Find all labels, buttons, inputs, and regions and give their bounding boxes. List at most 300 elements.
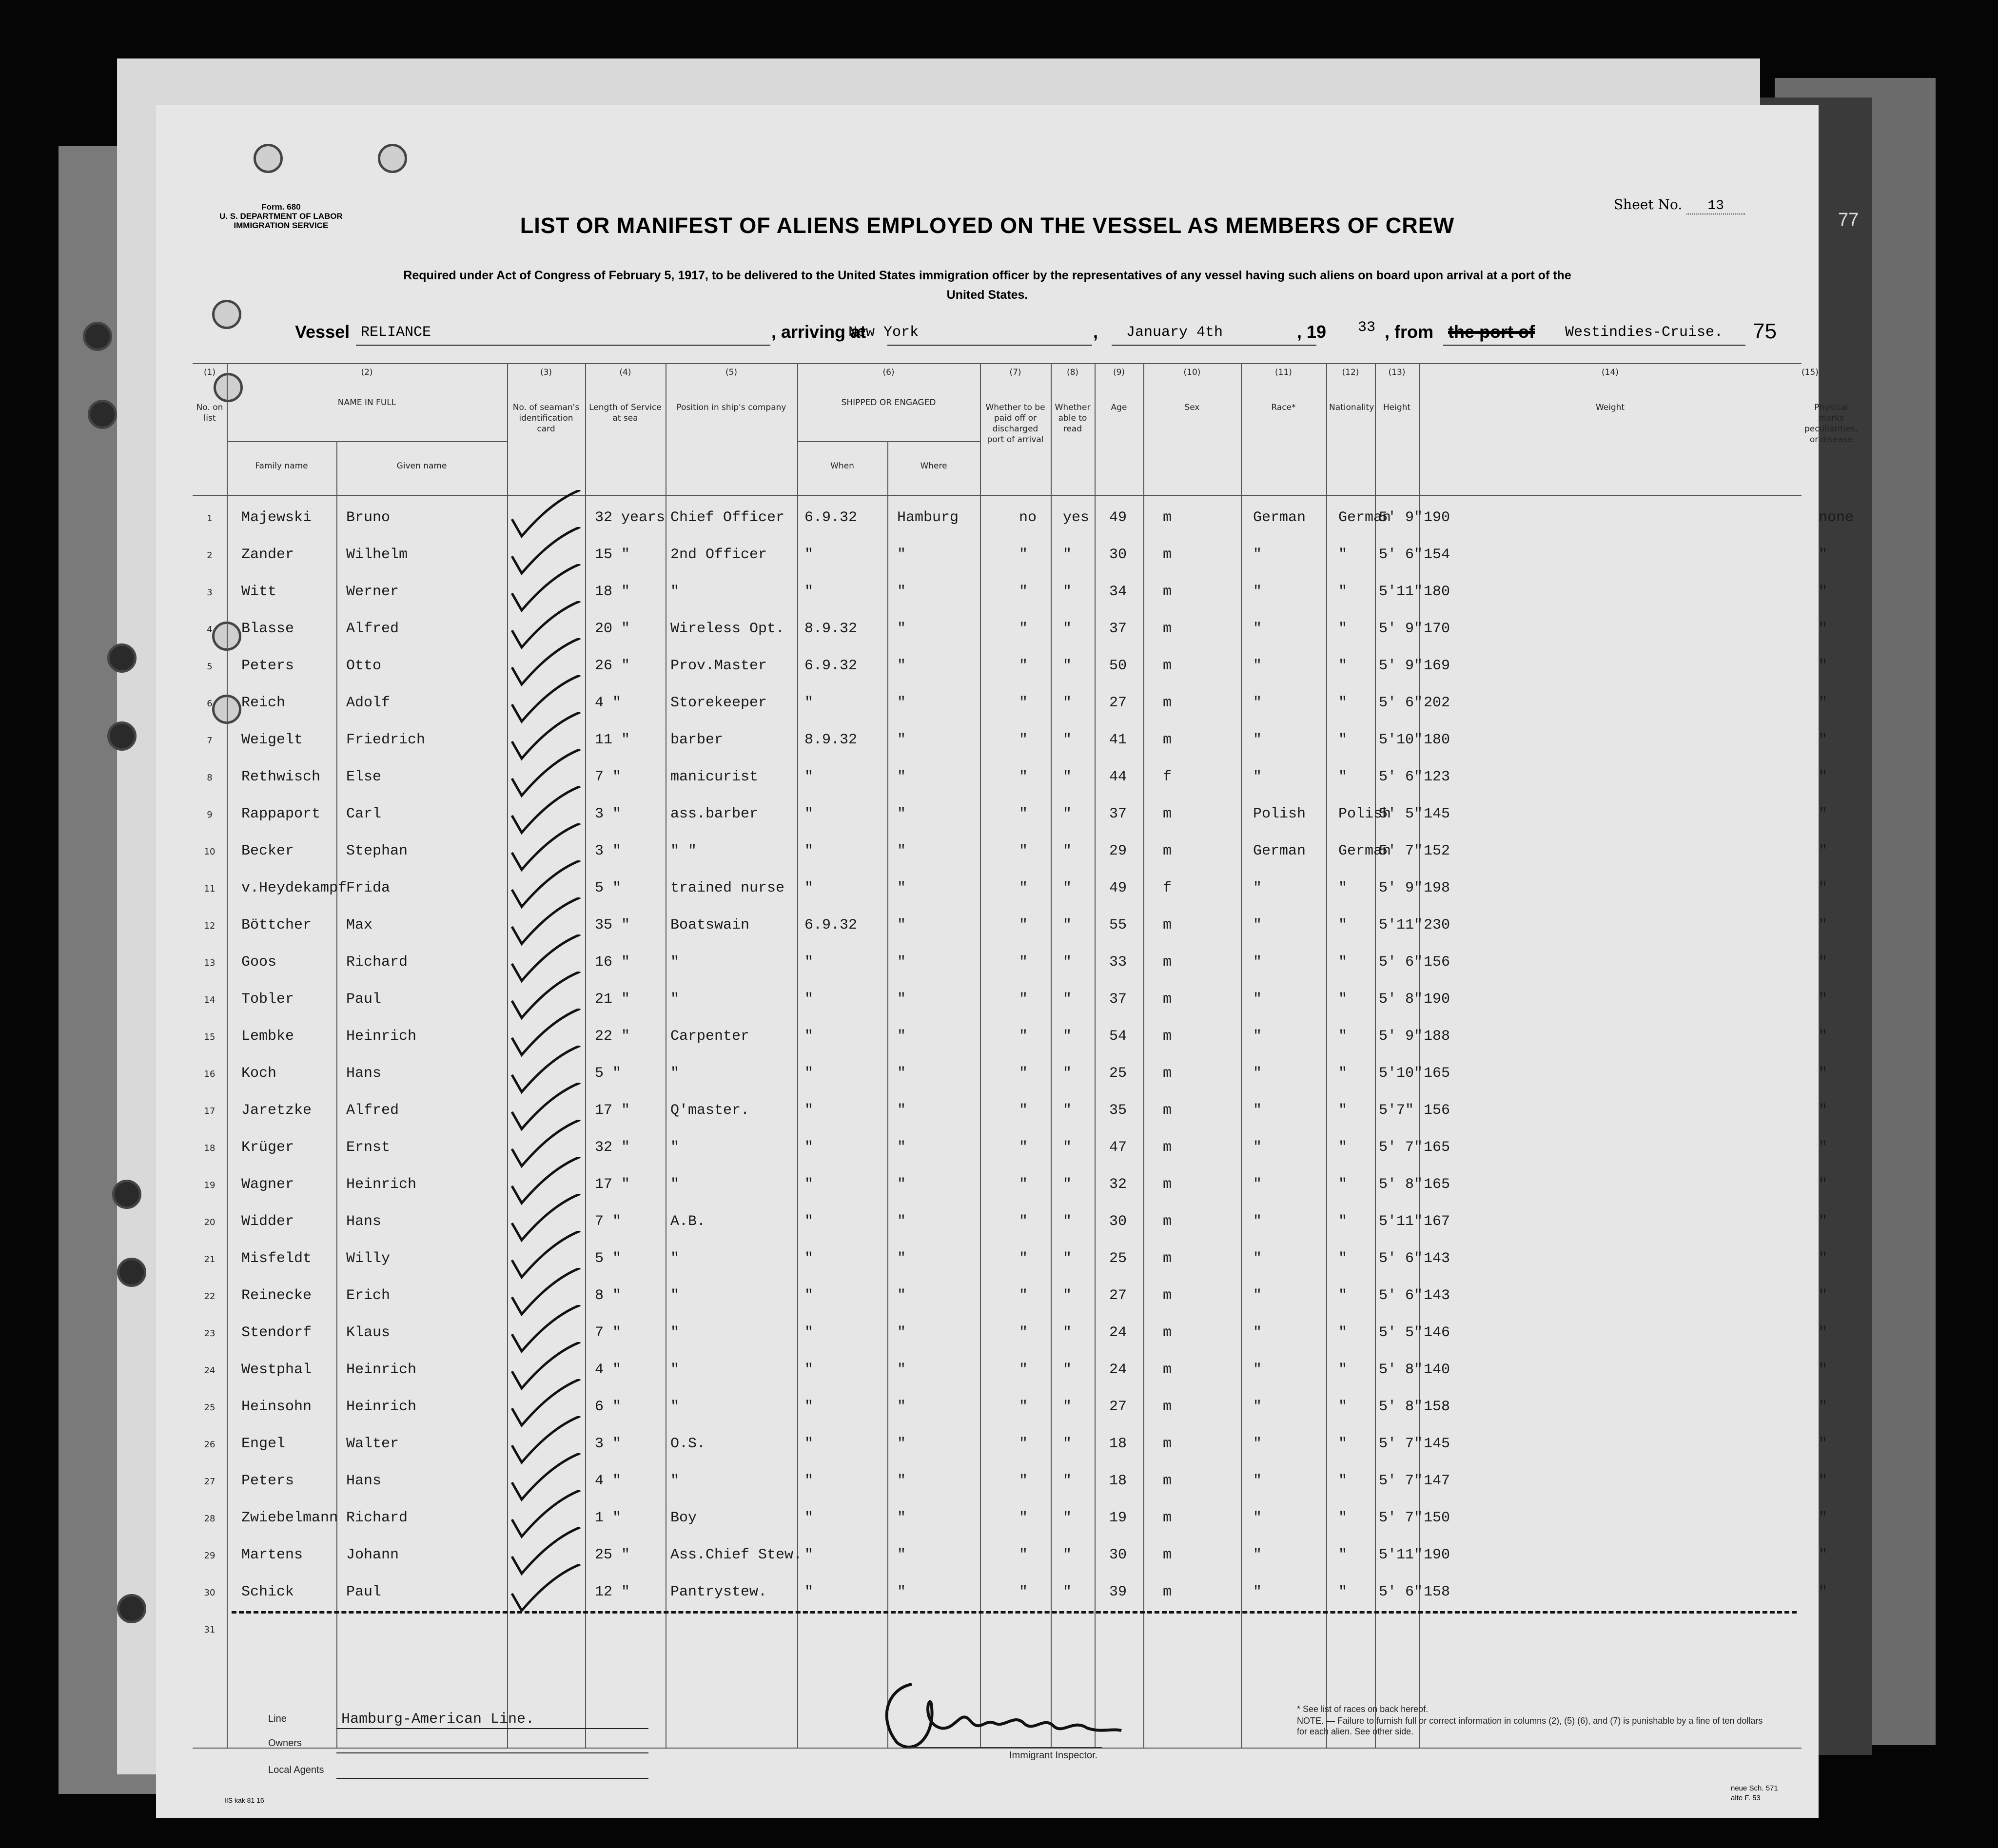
cell-sex: m (1163, 1399, 1172, 1415)
cell-race: " (1253, 1436, 1262, 1452)
sheet-number-value: 13 (1686, 198, 1745, 214)
cell-service: 5 " (595, 1065, 622, 1082)
cell-weight: 145 (1424, 1436, 1450, 1452)
cell-when: " (804, 806, 814, 822)
cell-given: Erich (346, 1287, 391, 1304)
cell-position: Boatswain (670, 917, 750, 934)
cell-nat: " (1338, 1028, 1348, 1045)
binder-hole (117, 1594, 146, 1623)
cell-service: 22 " (595, 1028, 630, 1045)
cell-sex: m (1163, 917, 1172, 934)
column-rule (1241, 363, 1242, 1748)
cell-when: " (804, 843, 814, 859)
row-number: 24 (204, 1365, 215, 1376)
row-number: 25 (204, 1402, 215, 1413)
cell-marks: " (1819, 1250, 1828, 1267)
cell-when: " (804, 1510, 814, 1526)
row-number: 6 (207, 699, 213, 709)
cell-where: " (897, 658, 906, 674)
col-race-header-number: (11) (1275, 368, 1292, 377)
cell-when: " (804, 1473, 814, 1489)
row-number: 9 (207, 810, 213, 820)
cell-nat: " (1338, 1324, 1348, 1341)
cell-family: Zwiebelmann (241, 1510, 338, 1526)
cell-where: " (897, 1399, 906, 1415)
cell-paid: " (1019, 1213, 1028, 1230)
cell-height: 5' 9" (1379, 621, 1423, 637)
cell-family: Rethwisch (241, 769, 321, 785)
cell-service: 7 " (595, 1213, 622, 1230)
cell-service: 11 " (595, 732, 630, 748)
cell-height: 5'11" (1379, 584, 1423, 600)
cell-read: " (1063, 1473, 1072, 1489)
cell-family: Wagner (241, 1176, 294, 1193)
cell-given: Max (346, 917, 373, 934)
agents-label: Local Agents (268, 1765, 324, 1775)
cell-where: " (897, 1065, 906, 1082)
cell-nat: German (1338, 509, 1391, 526)
cell-marks: " (1819, 806, 1828, 822)
row-number: 4 (207, 624, 213, 635)
races-note: * See list of races on back hereof. (1297, 1704, 1429, 1714)
cell-service: 7 " (595, 1324, 622, 1341)
cell-weight: 190 (1424, 509, 1450, 526)
cell-weight: 152 (1424, 843, 1450, 859)
cell-sex: m (1163, 695, 1172, 711)
cell-marks: " (1819, 1324, 1828, 1341)
cell-when: " (804, 1324, 814, 1341)
cell-race: " (1253, 732, 1262, 748)
cell-age: 35 (1109, 1102, 1127, 1119)
col-read-header-label: Whether able to read (1055, 403, 1091, 434)
cell-paid: " (1019, 732, 1028, 748)
cell-marks: " (1819, 1362, 1828, 1378)
inspector-signature (858, 1674, 1131, 1762)
cell-read: " (1063, 1139, 1072, 1156)
cell-family: Tobler (241, 991, 294, 1008)
cell-height: 5'10" (1379, 732, 1423, 748)
cell-age: 39 (1109, 1584, 1127, 1600)
cell-race: German (1253, 509, 1306, 526)
cell-service: 4 " (595, 1473, 622, 1489)
cell-service: 15 " (595, 546, 630, 563)
cell-given: Stephan (346, 843, 408, 859)
column-rule (1326, 363, 1327, 1748)
cell-read: " (1063, 658, 1072, 674)
cell-sex: m (1163, 1028, 1172, 1045)
cell-paid: " (1019, 806, 1028, 822)
cell-sex: m (1163, 1362, 1172, 1378)
cell-given: Hans (346, 1065, 382, 1082)
cell-height: 5' 5" (1379, 806, 1423, 822)
cell-age: 27 (1109, 1287, 1127, 1304)
cell-weight: 156 (1424, 1102, 1450, 1119)
cell-read: " (1063, 1399, 1072, 1415)
cell-nat: Polish (1338, 806, 1391, 822)
column-rule (1375, 363, 1376, 1748)
cell-marks: " (1819, 1028, 1828, 1045)
cell-position: Wireless Opt. (670, 621, 785, 637)
penalty-note: NOTE. — Failure to furnish full or correct information in columns (2), (5) (6), and (7) is punishable by a fine of ten dollars for each alien. See other side. (1297, 1716, 1763, 1736)
col-race-header-label: Race* (1271, 403, 1296, 412)
name-subheader-rule (227, 441, 507, 442)
end-of-list-dash-line (232, 1611, 1797, 1614)
cell-when: " (804, 769, 814, 785)
cell-where: " (897, 917, 906, 934)
cell-family: Koch (241, 1065, 277, 1082)
cell-when: " (804, 546, 814, 563)
cell-age: 27 (1109, 695, 1127, 711)
col-weight-header-label: Weight (1595, 403, 1625, 412)
cell-given: Adolf (346, 695, 391, 711)
arrival-port: New York (848, 324, 919, 341)
cell-service: 35 " (595, 917, 630, 934)
cell-when: " (804, 880, 814, 896)
id-card-check-mark (502, 1564, 590, 1618)
cell-height: 5' 8" (1379, 991, 1423, 1008)
cell-nat: " (1338, 917, 1348, 934)
cell-paid: " (1019, 546, 1028, 563)
cell-age: 47 (1109, 1139, 1127, 1156)
cell-sex: m (1163, 1510, 1172, 1526)
inspector-label: Immigrant Inspector. (1009, 1750, 1098, 1761)
cell-age: 25 (1109, 1065, 1127, 1082)
punch-hole (254, 144, 283, 173)
cell-marks: " (1819, 843, 1828, 859)
cell-age: 24 (1109, 1324, 1127, 1341)
cell-when: " (804, 1176, 814, 1193)
cell-marks: " (1819, 1436, 1828, 1452)
cell-nat: " (1338, 880, 1348, 896)
cell-where: " (897, 1473, 906, 1489)
cell-read: " (1063, 1436, 1072, 1452)
vessel-label: Vessel (295, 322, 350, 342)
cell-race: " (1253, 1028, 1262, 1045)
row-number: 13 (204, 958, 215, 968)
cell-marks: " (1819, 991, 1828, 1008)
cell-family: Rappaport (241, 806, 321, 822)
cell-given: Klaus (346, 1324, 391, 1341)
cell-when: " (804, 1250, 814, 1267)
cell-given: Heinrich (346, 1176, 417, 1193)
cell-service: 17 " (595, 1176, 630, 1193)
cell-race: " (1253, 917, 1262, 934)
cell-family: Martens (241, 1547, 303, 1563)
cell-paid: " (1019, 917, 1028, 934)
cell-weight: 150 (1424, 1510, 1450, 1526)
cell-service: 25 " (595, 1547, 630, 1563)
cell-marks: " (1819, 546, 1828, 563)
cell-where: " (897, 1436, 906, 1452)
cell-where: " (897, 1287, 906, 1304)
cell-where: " (897, 880, 906, 896)
form-number: Form. 680 (261, 202, 301, 212)
cell-family: Schick (241, 1584, 294, 1600)
col-height-header-number: (13) (1388, 368, 1406, 377)
cell-paid: " (1019, 843, 1028, 859)
cell-nat: " (1338, 1176, 1348, 1193)
cell-when: " (804, 695, 814, 711)
cell-sex: m (1163, 954, 1172, 971)
cell-weight: 146 (1424, 1324, 1450, 1341)
cell-service: 18 " (595, 584, 630, 600)
cell-race: " (1253, 954, 1262, 971)
cell-race: German (1253, 843, 1306, 859)
cell-age: 44 (1109, 769, 1127, 785)
manifest-table: (1) No. on list (2) NAME IN FULL (3) No. of seaman's identification card (4) Length of Service at sea (5) Position in ship's company (6) SHIPPED OR ENGAGED (7) Whether to be paid off or discharged port of arrival (8) Whether able to read (9) Age (10) Sex (11) Race* (12) Nationality (13) Height (14) Weight (15) Physical marks peculiarities, or disease Family name Given name When Where 1 Majewski Bruno 32 years Chief Officer 6.9.32 Hamburg no yes 49 m German German 5' 9" 190 none 2 Zander Wilhelm 15 " 2nd Officer " " " " 30 m " " 5' 6" 154 " 3 Witt Werner 18 " " " " " " 34 m " " 5'11" 180 " 4 Blasse Alfred 20 " Wireless Opt. 8.9.32 " " " 37 m " " 5' 9" 170 " 5 Peters Otto 26 " Prov.Master 6.9.32 " " " 50 m " " 5' 9" 169 " 6 Reich Adolf 4 " Storekeeper " " " " 27 m " " 5' 6" 202 " 7 Weigelt Friedrich 11 " barber 8.9.32 " " " 41 m " " 5'10" 180 " 8 Rethwisch Else 7 " manicurist " " " " 44 f " " 5' 6" 123 " 9 Rappaport Carl 3 " ass.barber " " " " 37 m Polish Polish 5' 5" 145 " 10 Becker Stephan 3 " " " " " " " 29 m German German 5' 7" 152 " 11 v.Heydekampf Frida 5 " trained nurse " " " " 49 f " " 5' 9" 198 " 12 Böttcher Max 35 " Boatswain 6.9.32 " " " 55 m " " 5'11" 230 " 13 Goos Richard 16 " " " " " " 33 m " " 5' 6" 156 " 14 Tobler Paul 21 " " " " " " 37 m " " 5' 8" 190 " 15 Lembke Heinrich 22 " Carpenter " " " " 54 m " " 5' 9" 188 " 16 Koch Hans 5 " " " " " " 25 m " " 5'10" 165 " 17 Jaretzke Alfred 17 " Q'master. " " " " 35 m " " 5'7" 156 " 18 Krüger Ernst 32 " " " " " " 47 m " " 5' 7" 165 " 19 Wagner Heinrich 17 " " " " " " 32 m " " 5' 8" 165 " 20 Widder Hans 7 " A.B. " " " " 30 m " " 5'11" 167 " 21 Misfeldt Willy 5 " " " " " " 25 m " " 5' 6" 143 " 22 Reinecke Erich 8 " " " " " " 27 m " " 5' 6" 143 " 23 Stendorf Klaus 7 " " " " " " 24 m " " 5' 5" 146 " 24 Westphal Heinrich 4 " " " " " " 24 m " " 5' 8" 140 " 25 Heinsohn Heinrich 6 " " " " " " 27 m " " 5' 8" 158 " 26 Engel Walter 3 " O.S. " " " " 18 m " " 5' 7" 145 " 27 Peters Hans 4 " " " " " " 18 m " " 5' 7" 147 " 28 Zwiebelmann Richard 1 " Boy " " " " 19 m " " 5' 7" 150 " 29 Martens Johann 25 " Ass.Chief Stew. " " " " 30 m " " 5'11" 190 " 30 Schick Paul 12 " Pantrystew. " " " " 39 m " " 5' 6" 158 " 31 (193, 363, 1784, 1748)
shipped-subheader-rule (797, 441, 980, 442)
column-rule (797, 363, 798, 1748)
col-idcard-header-label: No. of seaman's identification card (512, 403, 580, 434)
cell-height: 5' 8" (1379, 1362, 1423, 1378)
cell-position: " (670, 1399, 680, 1415)
cell-sex: m (1163, 1584, 1172, 1600)
column-rule (887, 441, 888, 1748)
col-position-header-label: Position in ship's company (676, 403, 786, 412)
cell-position: Ass.Chief Stew. (670, 1547, 803, 1563)
cell-race: " (1253, 1287, 1262, 1304)
cell-given: Alfred (346, 1102, 399, 1119)
cell-service: 3 " (595, 806, 622, 822)
col-shipped-header-number: (6) (882, 368, 895, 377)
cell-weight: 143 (1424, 1250, 1450, 1267)
cell-nat: " (1338, 991, 1348, 1008)
cell-race: " (1253, 1584, 1262, 1600)
cell-given: Willy (346, 1250, 391, 1267)
cell-read: " (1063, 1362, 1072, 1378)
cell-age: 50 (1109, 658, 1127, 674)
cell-height: 5' 9" (1379, 1028, 1423, 1045)
column-rule (227, 363, 228, 1748)
row-number: 26 (204, 1439, 215, 1450)
cell-family: Reinecke (241, 1287, 312, 1304)
cell-where: " (897, 1547, 906, 1563)
cell-weight: 170 (1424, 621, 1450, 637)
cell-service: 21 " (595, 991, 630, 1008)
row-number: 16 (204, 1069, 215, 1079)
cell-weight: 154 (1424, 546, 1450, 563)
schedule-new: neue Sch. 571 (1731, 1784, 1778, 1792)
cell-service: 26 " (595, 658, 630, 674)
cell-family: Westphal (241, 1362, 312, 1378)
cell-read: " (1063, 1065, 1072, 1082)
cell-given: Johann (346, 1547, 399, 1563)
column-rule (1143, 363, 1144, 1748)
cell-position: ass.barber (670, 806, 759, 822)
cell-marks: " (1819, 1213, 1828, 1230)
cell-weight: 169 (1424, 658, 1450, 674)
cell-height: 5' 6" (1379, 546, 1423, 563)
cell-paid: " (1019, 1510, 1028, 1526)
cell-race: " (1253, 621, 1262, 637)
cell-service: 12 " (595, 1584, 630, 1600)
cell-sex: m (1163, 991, 1172, 1008)
table-top-rule (193, 363, 1802, 364)
cell-service: 4 " (595, 695, 622, 711)
line-value: Hamburg-American Line. (341, 1711, 535, 1728)
cell-race: " (1253, 769, 1262, 785)
cell-service: 8 " (595, 1287, 622, 1304)
cell-height: 5'11" (1379, 1213, 1423, 1230)
cell-read: " (1063, 769, 1072, 785)
cell-age: 49 (1109, 509, 1127, 526)
cell-marks: " (1819, 1547, 1828, 1563)
cell-when: " (804, 1102, 814, 1119)
cell-family: Weigelt (241, 732, 303, 748)
cell-sex: m (1163, 1547, 1172, 1563)
cell-where: " (897, 1510, 906, 1526)
cell-weight: 180 (1424, 584, 1450, 600)
cell-paid: " (1019, 1324, 1028, 1341)
col-service-header-label: Length of Service at sea (589, 403, 662, 423)
cell-nat: " (1338, 1102, 1348, 1119)
cell-nat: " (1338, 695, 1348, 711)
cell-nat: " (1338, 954, 1348, 971)
cell-age: 19 (1109, 1510, 1127, 1526)
cell-race: " (1253, 584, 1262, 600)
cell-where: " (897, 1324, 906, 1341)
cell-age: 33 (1109, 954, 1127, 971)
cell-read: " (1063, 584, 1072, 600)
cell-paid: " (1019, 880, 1028, 896)
cell-marks: " (1819, 1287, 1828, 1304)
row-number: 2 (207, 550, 213, 561)
cell-where: " (897, 1139, 906, 1156)
cell-service: 5 " (595, 1250, 622, 1267)
cell-weight: 156 (1424, 954, 1450, 971)
cell-race: " (1253, 1324, 1262, 1341)
cell-weight: 158 (1424, 1399, 1450, 1415)
cell-sex: m (1163, 658, 1172, 674)
cell-position: " (670, 1473, 680, 1489)
cell-race: " (1253, 1399, 1262, 1415)
cell-height: 5'11" (1379, 1547, 1423, 1563)
cell-position: trained nurse (670, 880, 785, 896)
when-header: When (830, 461, 854, 471)
service-name: IMMIGRATION SERVICE (234, 221, 329, 230)
row-number: 15 (204, 1032, 215, 1042)
cell-marks: " (1819, 1065, 1828, 1082)
cell-position: " (670, 1324, 680, 1341)
cell-position: " (670, 1176, 680, 1193)
col-idcard-header-number: (3) (540, 368, 552, 377)
cell-where: " (897, 769, 906, 785)
cell-position: " (670, 1065, 680, 1082)
cell-family: Becker (241, 843, 294, 859)
cell-age: 24 (1109, 1362, 1127, 1378)
cell-where: " (897, 1250, 906, 1267)
cell-family: Heinsohn (241, 1399, 312, 1415)
cell-race: " (1253, 1547, 1262, 1563)
cell-service: 32 years (595, 509, 666, 526)
cell-service: 4 " (595, 1362, 622, 1378)
document-subtitle: Required under Act of Congress of February 5, 1917, to be delivered to the United States immigration officer by the representatives of any vessel having such aliens on board upon arrival at a port of the United States. (403, 269, 1571, 302)
cell-given: Ernst (346, 1139, 391, 1156)
cell-paid: " (1019, 1176, 1028, 1193)
cell-paid: " (1019, 1362, 1028, 1378)
cell-family: Krüger (241, 1139, 294, 1156)
family-name-header: Family name (255, 461, 308, 471)
cell-family: Misfeldt (241, 1250, 312, 1267)
cell-position: Carpenter (670, 1028, 750, 1045)
cell-where: " (897, 1213, 906, 1230)
cell-where: " (897, 546, 906, 563)
cell-position: Prov.Master (670, 658, 767, 674)
cell-height: 5'10" (1379, 1065, 1423, 1082)
cell-height: 5' 9" (1379, 658, 1423, 674)
cell-weight: 190 (1424, 1547, 1450, 1563)
cell-paid: " (1019, 1250, 1028, 1267)
col-name-header-number: (2) (361, 368, 373, 377)
cell-when: 6.9.32 (804, 509, 858, 526)
cell-paid: " (1019, 1102, 1028, 1119)
cell-sex: f (1163, 880, 1172, 896)
cell-marks: " (1819, 954, 1828, 971)
cell-height: 5' 9" (1379, 880, 1423, 896)
cell-nat: " (1338, 1250, 1348, 1267)
cell-family: Widder (241, 1213, 294, 1230)
row-number: 3 (207, 587, 213, 598)
binder-hole (83, 322, 112, 351)
cell-family: Blasse (241, 621, 294, 637)
cell-family: Reich (241, 695, 286, 711)
cell-when: " (804, 1287, 814, 1304)
row-number: 10 (204, 847, 215, 857)
cell-race: " (1253, 1510, 1262, 1526)
cell-weight: 165 (1424, 1065, 1450, 1082)
cell-given: Werner (346, 584, 399, 600)
cell-read: " (1063, 1584, 1072, 1600)
cell-given: Else (346, 769, 382, 785)
column-rule (1419, 363, 1420, 1748)
cell-age: 55 (1109, 917, 1127, 934)
cell-read: " (1063, 1510, 1072, 1526)
col-paid-header-number: (7) (1009, 368, 1021, 377)
cell-nat: " (1338, 1287, 1348, 1304)
col-no-header-number: (1) (203, 368, 216, 377)
cell-when: " (804, 1399, 814, 1415)
cell-sex: m (1163, 1473, 1172, 1489)
cell-race: " (1253, 1473, 1262, 1489)
cell-paid: " (1019, 658, 1028, 674)
row-number: 12 (204, 921, 215, 931)
column-rule (1051, 363, 1052, 1748)
cell-sex: m (1163, 1250, 1172, 1267)
cell-service: 17 " (595, 1102, 630, 1119)
cell-read: " (1063, 917, 1072, 934)
department-name: U. S. DEPARTMENT OF LABOR (219, 212, 343, 221)
cell-family: Majewski (241, 509, 312, 526)
cell-weight: 180 (1424, 732, 1450, 748)
row-number: 1 (207, 513, 213, 524)
cell-nat: " (1338, 1510, 1348, 1526)
cell-weight: 167 (1424, 1213, 1450, 1230)
row-number: 14 (204, 995, 215, 1005)
cell-given: Heinrich (346, 1362, 417, 1378)
cell-marks: " (1819, 1139, 1828, 1156)
cell-read: " (1063, 732, 1072, 748)
cell-weight: 158 (1424, 1584, 1450, 1600)
cell-sex: m (1163, 1139, 1172, 1156)
cell-when: " (804, 1584, 814, 1600)
col-sex-header-number: (10) (1183, 368, 1201, 377)
cell-position: " (670, 1250, 680, 1267)
col-name-header-label: NAME IN FULL (337, 398, 396, 408)
arrival-date: January 4th (1126, 324, 1223, 341)
column-rule (980, 363, 981, 1748)
cell-weight: 143 (1424, 1287, 1450, 1304)
cell-race: " (1253, 1065, 1262, 1082)
